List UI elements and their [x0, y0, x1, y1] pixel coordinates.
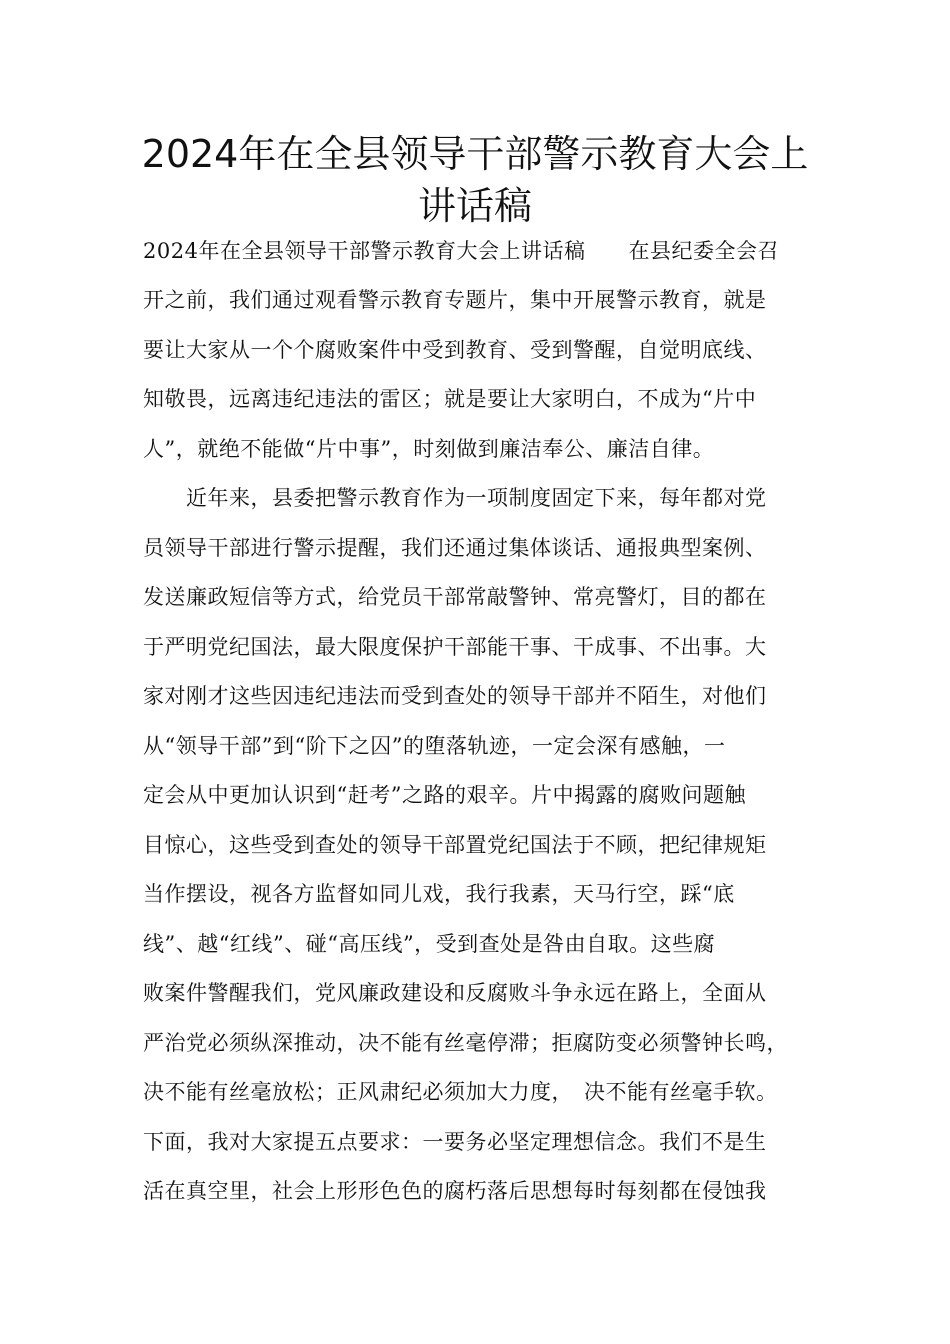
body-line: 下面，我对大家提五点要求：一要务必坚定理想信念。我们不是生: [143, 1130, 767, 1154]
body-line: 败案件警醒我们，党风廉政建设和反腐败斗争永远在路上，全面从: [143, 981, 767, 1005]
document-title-line-1: 2024年在全县领导干部警示教育大会上: [141, 132, 809, 176]
body-line: 开之前，我们通过观看警示教育专题片，集中开展警示教育，就是: [143, 288, 767, 312]
body-line: 员领导干部进行警示提醒，我们还通过集体谈话、通报典型案例、: [143, 536, 767, 560]
body-line: 严治党必须纵深推动，决不能有丝毫停滞；拒腐防变必须警钟长鸣，: [143, 1031, 788, 1055]
body-line: 人”，就绝不能做“片中事”，时刻做到廉洁奉公、廉洁自律。: [143, 437, 715, 461]
body-line: 要让大家从一个个腐败案件中受到教育、受到警醒，自觉明底线、: [143, 338, 767, 362]
body-line: 于严明党纪国法，最大限度保护干部能干事、干成事、不出事。大: [143, 635, 767, 659]
body-line: 发送廉政短信等方式，给党员干部常敲警钟、常亮警灯，目的都在: [143, 585, 767, 609]
body-line: 近年来，县委把警示教育作为一项制度固定下来，每年都对党: [143, 486, 767, 510]
body-line: 定会从中更加认识到“赶考”之路的艰辛。片中揭露的腐败问题触: [143, 783, 746, 807]
body-line: 线”、越“红线”、碰“高压线”，受到查处是咎由自取。这些腐: [143, 932, 716, 956]
body-line: 家对刚才这些因违纪违法而受到查处的领导干部并不陌生，对他们: [143, 684, 767, 708]
body-line: 当作摆设，视各方监督如同儿戏，我行我素，天马行空，踩“底: [143, 882, 735, 906]
body-line: 知敬畏，远离违纪违法的雷区；就是要让大家明白，不成为“片中: [143, 387, 757, 411]
body-line: 决不能有丝毫放松；正风肃纪必须加大力度， 决不能有丝毫手软。: [143, 1080, 778, 1104]
body-line: 活在真空里，社会上形形色色的腐朽落后思想每时每刻都在侵蚀我: [143, 1179, 767, 1203]
body-line: 从“领导干部”到“阶下之囚”的堕落轨迹，一定会深有感触，一: [143, 734, 726, 758]
body-line: 目惊心，这些受到查处的领导干部置党纪国法于不顾，把纪律规矩: [143, 833, 767, 857]
document-title-line-2: 讲话稿: [417, 184, 532, 228]
body-line: 2024年在全县领导干部警示教育大会上讲话稿 在县纪委全会召: [143, 239, 779, 263]
